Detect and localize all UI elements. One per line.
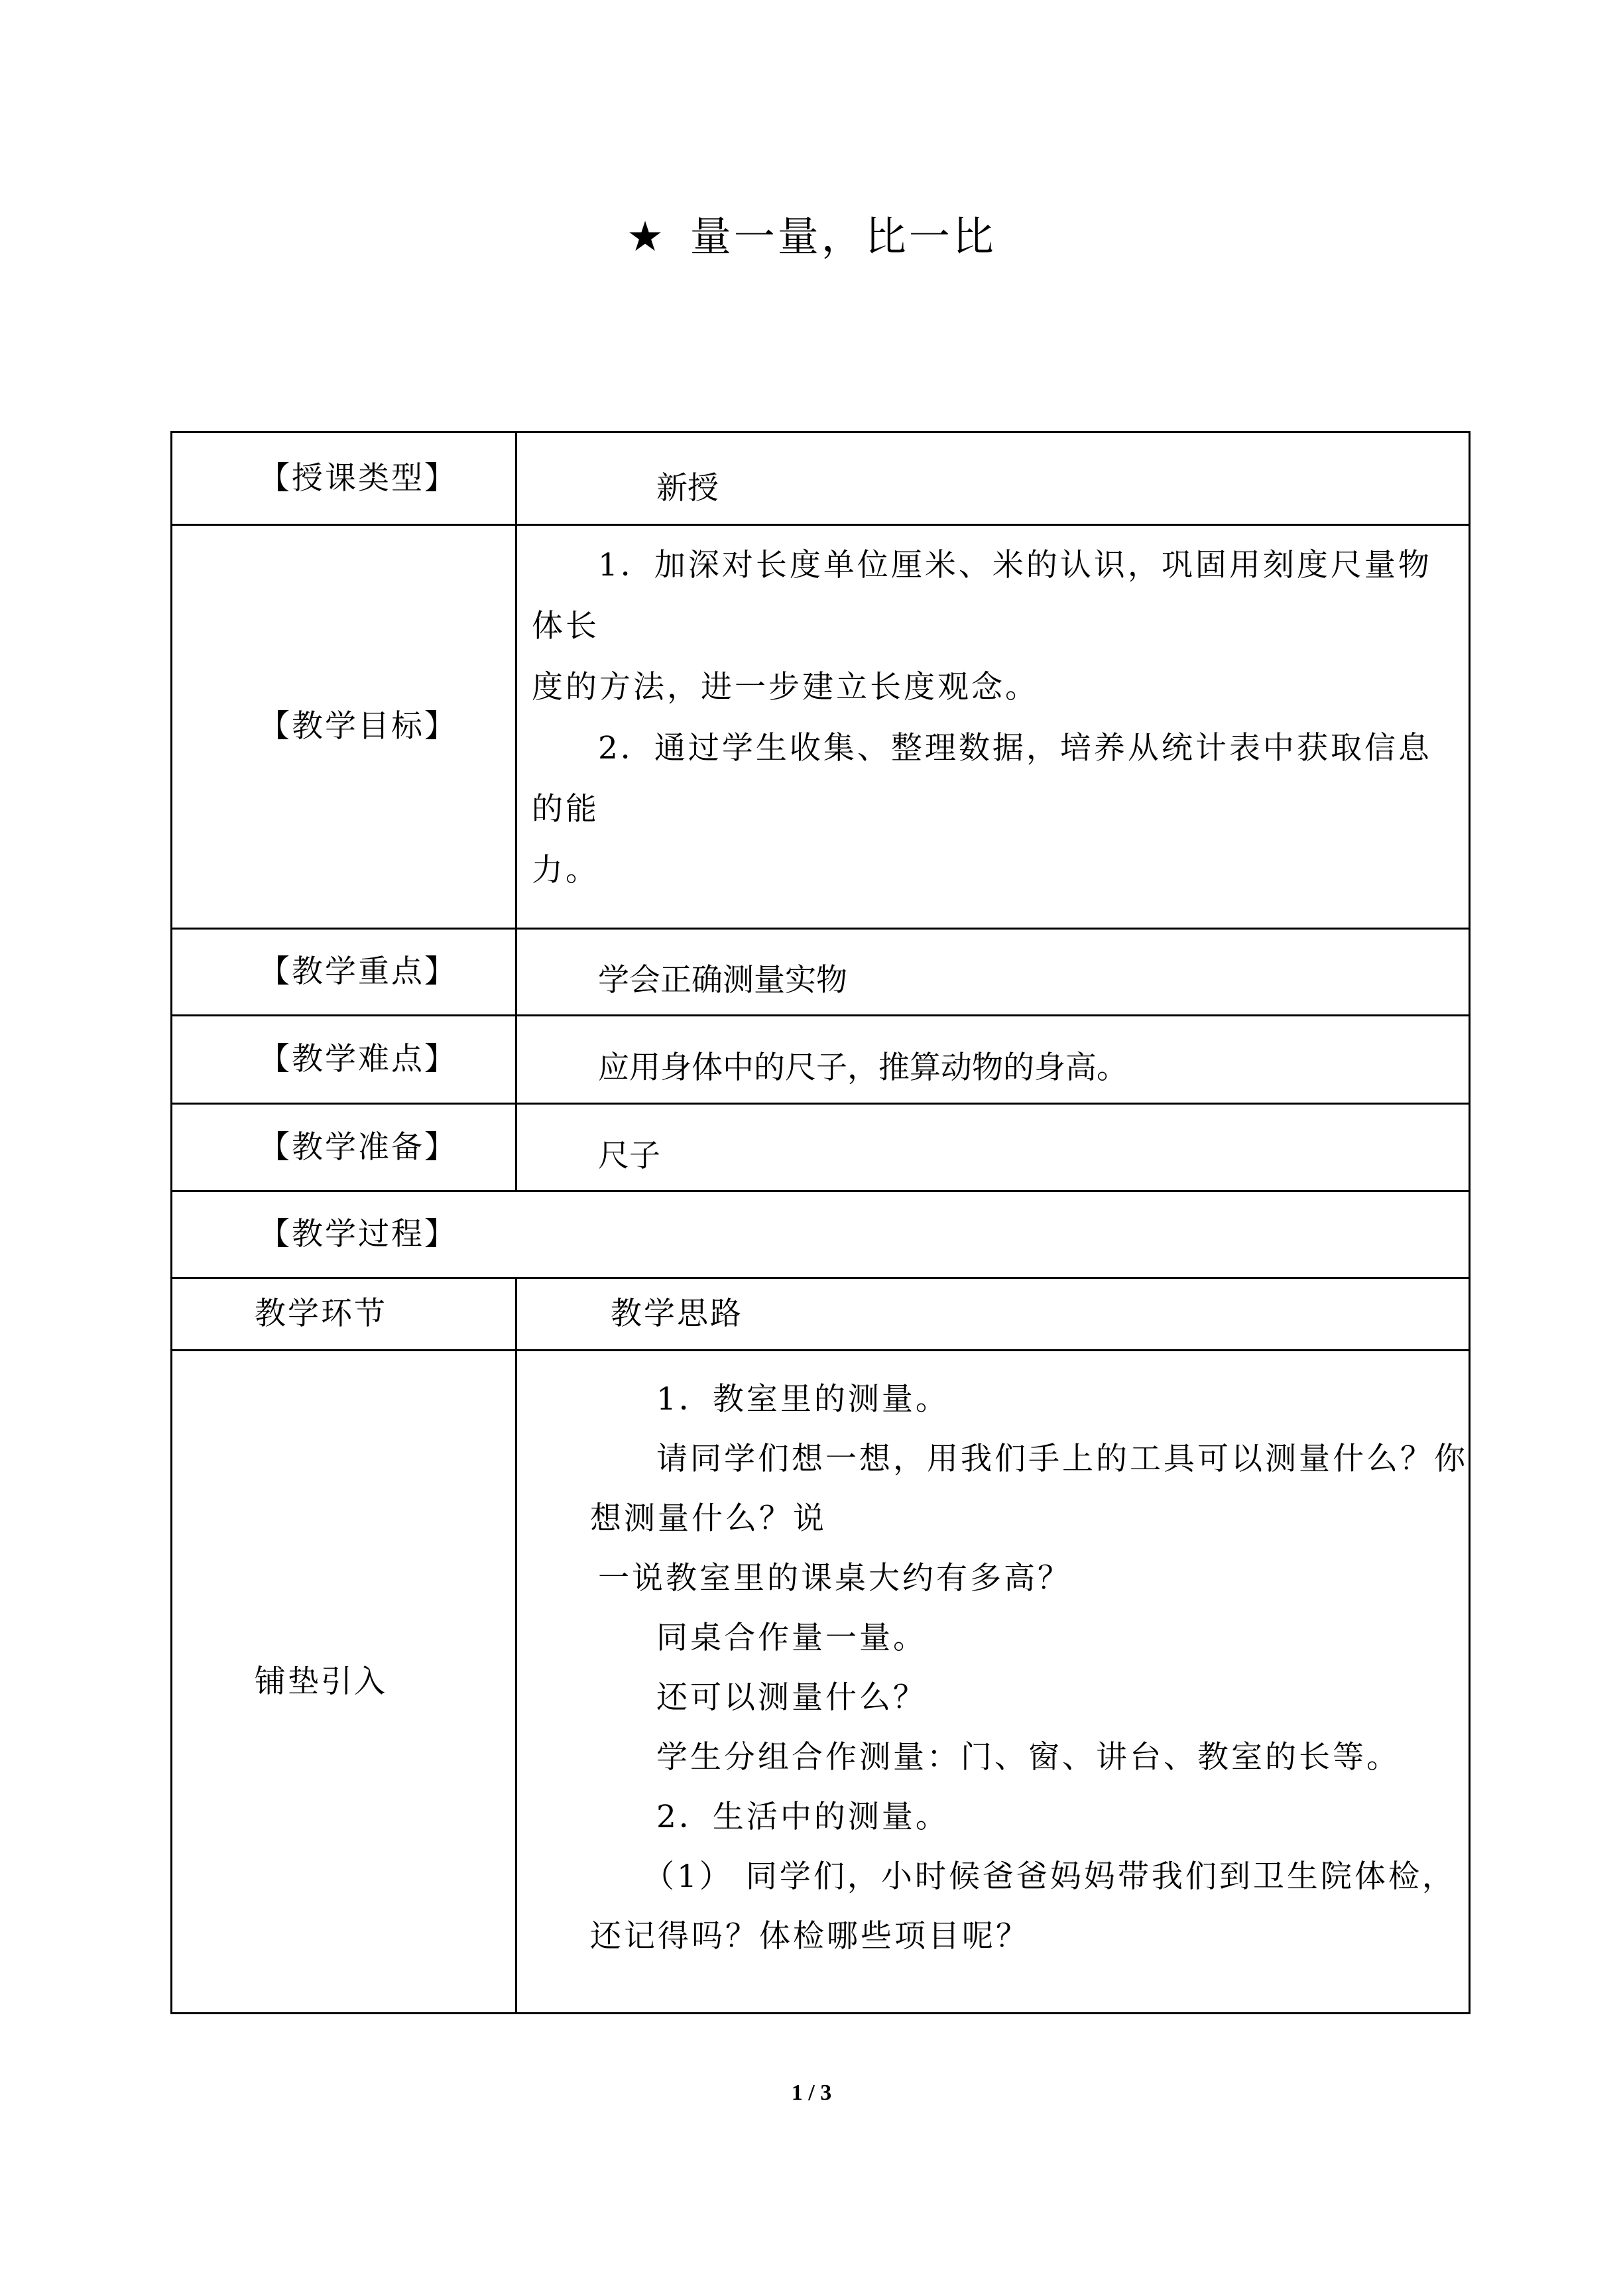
difficulty-label: 【教学难点】	[172, 1016, 516, 1104]
star-icon: ★	[627, 212, 666, 261]
table-row	[172, 1104, 1470, 1191]
table-row	[172, 1278, 1470, 1351]
process-line: 还记得吗？体检哪些项目呢？	[590, 1918, 1030, 1955]
process-line: 请同学们想一想，用我们手上的工具可以测量什么？你	[656, 1441, 1468, 1477]
table-row	[172, 525, 1470, 929]
focus-label: 【教学重点】	[172, 929, 516, 1016]
page-number: 1 / 3	[791, 2081, 832, 2105]
type-value: 新授	[516, 432, 1470, 525]
table-row	[172, 929, 1470, 1016]
focus-value: 学会正确测量实物	[516, 929, 1470, 1016]
type-label: 【授课类型】	[172, 432, 516, 525]
table-row	[172, 1191, 1470, 1278]
process-cell	[516, 1351, 1470, 2014]
process-line: 想测量什么？说	[590, 1500, 827, 1537]
table-row	[172, 1016, 1470, 1104]
goal-line: 度的方法，进一步建立长度观念。	[532, 669, 1039, 705]
difficulty-value: 应用身体中的尺子，推算动物的身高。	[516, 1016, 1470, 1104]
process-line: （1） 同学们，小时候爸爸妈妈带我们到卫生院体检，	[643, 1858, 1456, 1895]
goal-line: 1．加深对长度单位厘米、米的认识，巩固用刻度尺量物体长	[532, 547, 1432, 644]
process-line: 同桌合作量一量。	[656, 1620, 927, 1656]
goals-label: 【教学目标】	[172, 525, 516, 929]
stage-header: 教学环节	[172, 1278, 516, 1351]
goal-line: 力。	[532, 852, 599, 888]
goals-cell	[516, 525, 1470, 929]
process-line: 一说教室里的课桌大约有多高？	[598, 1560, 1071, 1597]
process-line: 学生分组合作测量：门、窗、讲台、教室的长等。	[656, 1739, 1400, 1776]
page-title-text: 量一量，比一比	[690, 212, 996, 261]
table-row	[172, 1351, 1470, 2014]
lesson-plan-table	[170, 431, 1471, 2014]
process-label: 【教学过程】	[172, 1191, 1470, 1278]
process-line: 1．教室里的测量。	[656, 1381, 949, 1418]
page-title	[0, 207, 1623, 267]
goal-line: 2．通过学生收集、整理数据，培养从统计表中获取信息的能	[532, 730, 1432, 827]
stage-cell: 铺垫引入	[172, 1351, 516, 2014]
prep-value: 尺子	[516, 1104, 1470, 1191]
process-line: 还可以测量什么？	[656, 1679, 927, 1716]
table-row	[172, 432, 1470, 525]
idea-header: 教学思路	[516, 1278, 1470, 1351]
prep-label: 【教学准备】	[172, 1104, 516, 1191]
process-line: 2．生活中的测量。	[656, 1799, 949, 1835]
